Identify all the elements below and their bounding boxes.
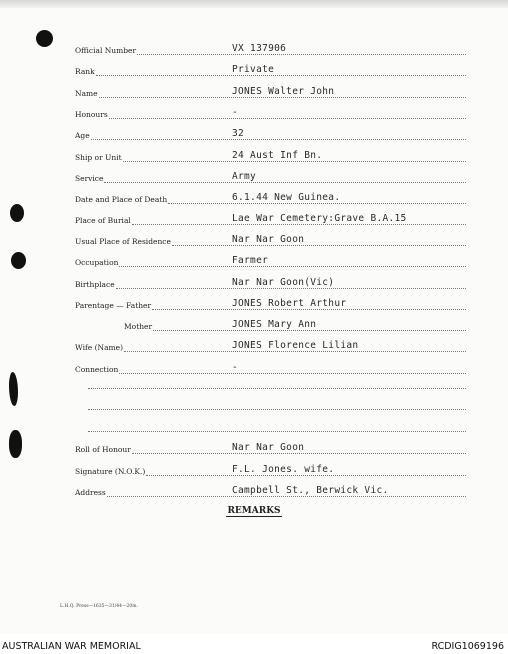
field-label: Age (75, 131, 90, 140)
footer-source: AUSTRALIAN WAR MEMORIAL (2, 641, 141, 652)
field-value: - (232, 107, 239, 118)
field-value: 32 (232, 128, 245, 139)
field-value: Campbell St., Berwick Vic. (232, 485, 389, 496)
field-label: Date and Place of Death (75, 195, 168, 204)
form-row (0, 482, 508, 500)
field-value: JONES Mary Ann (232, 319, 317, 330)
field-value: JONES Robert Arthur (232, 298, 347, 309)
field-value: Nar Nar Goon (232, 442, 305, 453)
field-dotted-line (172, 245, 466, 246)
field-dotted-line (116, 288, 466, 289)
form-row (0, 61, 508, 79)
field-dotted-line (168, 203, 466, 204)
field-dotted-line (99, 97, 466, 98)
field-value: F.L. Jones. wife. (232, 464, 335, 475)
form-row (0, 461, 508, 479)
footer-bar (0, 634, 508, 654)
form-row (0, 439, 508, 457)
field-value: Lae War Cemetery:Grave B.A.15 (232, 213, 407, 224)
field-dotted-line (124, 351, 466, 352)
form-row (0, 40, 508, 58)
field-dotted-line (153, 330, 466, 331)
field-dotted-line (132, 453, 466, 454)
punch-hole-lower (9, 372, 18, 406)
field-dotted-line (119, 373, 466, 374)
field-label: Name (75, 89, 98, 98)
footer-record-id: RCDIG1069196 (431, 641, 504, 652)
field-value: Nar Nar Goon (232, 234, 305, 245)
connection-line-2 (88, 409, 466, 410)
field-dotted-line (96, 75, 466, 76)
form-row (0, 274, 508, 292)
field-label: Service (75, 174, 104, 183)
field-dotted-line (152, 309, 466, 310)
field-dotted-line (109, 118, 466, 119)
field-dotted-line (107, 496, 466, 497)
field-value: - (232, 362, 239, 373)
field-dotted-line (91, 139, 466, 140)
field-dotted-line (123, 161, 466, 162)
field-label: Address (75, 488, 106, 497)
field-label: Ship or Unit (75, 153, 122, 162)
field-label: Usual Place of Residence (75, 237, 171, 246)
field-label: Place of Burial (75, 216, 131, 225)
connection-line-1 (88, 388, 466, 389)
form-row (0, 337, 508, 355)
form-row (0, 316, 508, 334)
field-value: Private (232, 64, 275, 75)
field-dotted-line (146, 475, 466, 476)
form-row (0, 168, 508, 186)
field-value: 24 Aust Inf Bn. (232, 150, 323, 161)
remarks-heading: REMARKS (227, 506, 281, 516)
form-row (0, 83, 508, 101)
field-value: Nar Nar Goon(Vic) (232, 277, 335, 288)
field-value: VX 137906 (232, 43, 287, 54)
field-label: Parentage — Father (75, 301, 152, 310)
field-label: Wife (Name) (75, 343, 124, 352)
field-value: JONES Florence Lilian (232, 340, 359, 351)
form-row (0, 125, 508, 143)
connection-line-3 (88, 431, 466, 432)
scan-edge (0, 0, 508, 8)
form-row (0, 147, 508, 165)
field-dotted-line (137, 54, 466, 55)
form-row (0, 252, 508, 270)
field-label: Roll of Honour (75, 445, 131, 454)
field-value: 6.1.44 New Guinea. (232, 192, 341, 203)
form-row (0, 231, 508, 249)
field-label: Birthplace (75, 280, 115, 289)
form-row (0, 189, 508, 207)
field-dotted-line (119, 266, 466, 267)
field-label: Mother (124, 322, 153, 331)
form-row (0, 104, 508, 122)
field-value: Army (232, 171, 257, 182)
form-row (0, 295, 508, 313)
field-value: Farmer (232, 255, 269, 266)
form-row (0, 359, 508, 377)
field-label: Signature (N.O.K.) (75, 467, 146, 476)
printer-note: L.H.Q. Press—1635—31/44—20m. (60, 604, 138, 609)
field-label: Occupation (75, 258, 119, 267)
field-label: Official Number (75, 46, 137, 55)
field-label: Honours (75, 110, 108, 119)
field-label: Rank (75, 67, 95, 76)
form-row (0, 210, 508, 228)
field-label: Connection (75, 365, 119, 374)
field-dotted-line (104, 182, 466, 183)
field-value: JONES Walter John (232, 86, 335, 97)
field-dotted-line (132, 224, 466, 225)
